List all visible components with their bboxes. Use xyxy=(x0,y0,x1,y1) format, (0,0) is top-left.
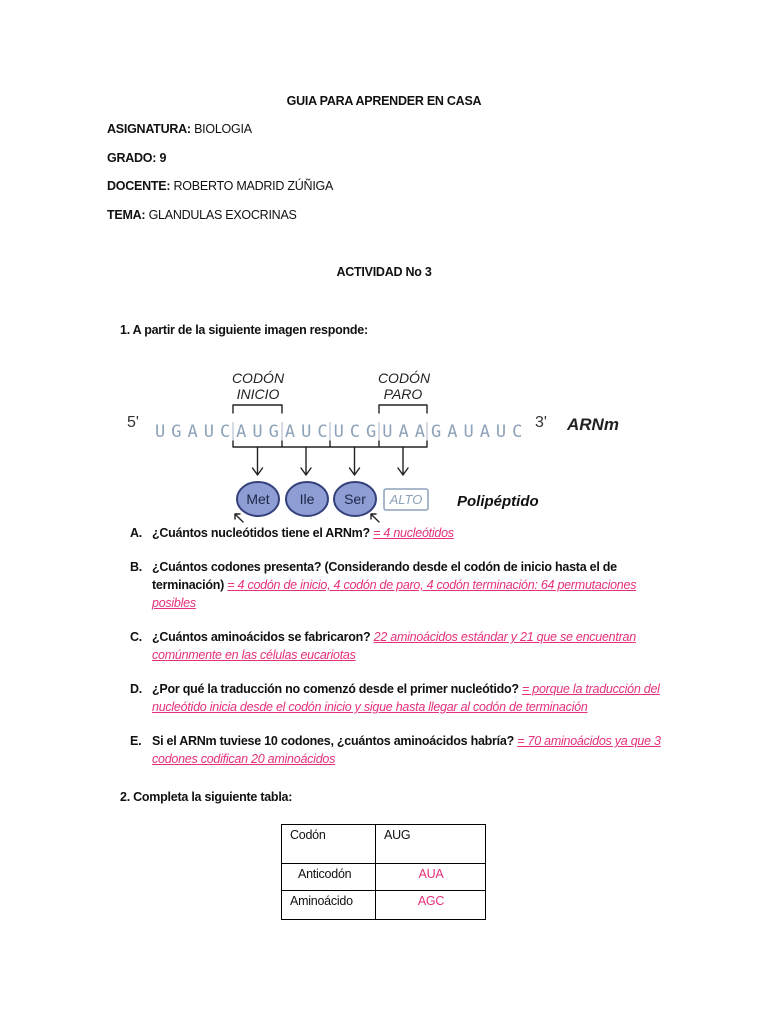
question-a xyxy=(130,524,670,542)
question-body xyxy=(152,680,670,716)
table-value-cell: AUG xyxy=(376,825,486,864)
table-label-cell: Codón xyxy=(282,825,376,864)
subject-value: BIOLOGIA xyxy=(194,122,252,136)
amino-acid-label: Ile xyxy=(299,491,315,507)
question-c xyxy=(130,628,670,664)
question-list xyxy=(130,524,670,768)
teacher-value: ROBERTO MADRID ZÚÑIGA xyxy=(173,179,334,193)
arrow-down-icon xyxy=(301,447,311,475)
amino-acid-label: Ser xyxy=(344,491,366,507)
section2-heading: 2. Completa la siguiente tabla: xyxy=(120,790,293,804)
stop-codon-label-line2: PARO xyxy=(383,386,423,402)
mrna-label: ARNm xyxy=(567,415,619,434)
teacher-field xyxy=(107,177,333,195)
question-text: ¿Por qué la traducción no comenzó desde el primer nucleótido? xyxy=(152,682,519,696)
table-label-cell: Anticodón xyxy=(282,864,376,891)
five-prime-label: 5' xyxy=(127,414,139,431)
arrow-down-icon xyxy=(350,447,360,475)
topic-value: GLANDULAS EXOCRINAS xyxy=(148,208,297,222)
table-label-cell: Aminoácido xyxy=(282,891,376,920)
section1-heading: 1. A partir de la siguiente imagen responde: xyxy=(120,323,368,337)
three-prime-label: 3' xyxy=(535,414,547,431)
question-text: ¿Cuántos aminoácidos se fabricaron? xyxy=(152,630,371,644)
stop-label: ALTO xyxy=(389,492,423,507)
start-codon-bracket xyxy=(233,405,282,413)
question-text: ¿Cuántos nucleótidos tiene el ARNm? xyxy=(152,526,370,540)
pointer-arrow-icon xyxy=(371,514,379,522)
activity-title: ACTIVIDAD No 3 xyxy=(336,265,432,279)
question-marker: E. xyxy=(130,734,142,748)
translation-diagram xyxy=(0,355,768,525)
stop-codon-bracket xyxy=(379,405,427,413)
question-e xyxy=(130,732,670,768)
question-body xyxy=(152,524,670,542)
question-marker: B. xyxy=(130,560,142,574)
page-title: GUIA PARA APRENDER EN CASA xyxy=(286,94,482,108)
table-row xyxy=(282,864,486,891)
arrow-down-icon xyxy=(253,447,263,475)
mrna-sequence: UGAUCAUGAUCUCGUAAGAUAUC xyxy=(155,422,529,442)
table-row xyxy=(282,891,486,920)
grade-value: 9 xyxy=(159,151,167,165)
pointer-arrow-icon xyxy=(235,514,243,522)
question-b xyxy=(130,558,670,612)
answer-text: 22 aminoácidos estándar y 21 que se encuentran comúnmente en las células eucariotas xyxy=(152,630,636,662)
grade-label: GRADO: xyxy=(107,151,157,165)
answer-text: = porque la traducción del nucleótido inicia desde el codón inicio y sigue hasta llegar al codón de terminación xyxy=(152,682,660,714)
codon-table xyxy=(281,824,486,920)
question-body xyxy=(152,558,670,612)
subject-field xyxy=(107,120,252,138)
table-row xyxy=(282,825,486,864)
question-text: ¿Cuántos codones presenta? (Considerando desde el codón de inicio hasta el de terminación) xyxy=(152,560,617,592)
teacher-label: DOCENTE: xyxy=(107,179,171,193)
table-answer-cell: AUA xyxy=(376,864,486,891)
question-marker: A. xyxy=(130,526,142,540)
topic-field xyxy=(107,206,297,224)
polypeptide-label: Polipéptido xyxy=(457,493,539,510)
question-d xyxy=(130,680,670,716)
subject-label: ASIGNATURA: xyxy=(107,122,191,136)
answer-text: = 4 nucleótidos xyxy=(373,526,454,540)
start-codon-label-line1: CODÓN xyxy=(231,370,285,386)
question-marker: D. xyxy=(130,682,142,696)
question-body xyxy=(152,732,670,768)
arrow-down-icon xyxy=(398,447,408,475)
start-codon-label-line2: INICIO xyxy=(236,386,280,402)
question-text: Si el ARNm tuviese 10 codones, ¿cuántos aminoácidos habría? xyxy=(152,734,514,748)
topic-label: TEMA: xyxy=(107,208,146,222)
stop-codon-label-line1: CODÓN xyxy=(377,370,431,386)
answer-text: = 70 aminoácidos ya que 3 codones codifican 20 aminoácidos xyxy=(152,734,661,766)
answer-text: = 4 codón de inicio, 4 codón de paro, 4 codón terminación: 64 permutaciones posibles xyxy=(152,578,637,610)
question-marker: C. xyxy=(130,630,142,644)
table-answer-cell: AGC xyxy=(376,891,486,920)
question-body xyxy=(152,628,670,664)
worksheet-body xyxy=(0,524,768,920)
amino-acid-label: Met xyxy=(246,491,270,507)
grade-field xyxy=(107,149,166,167)
